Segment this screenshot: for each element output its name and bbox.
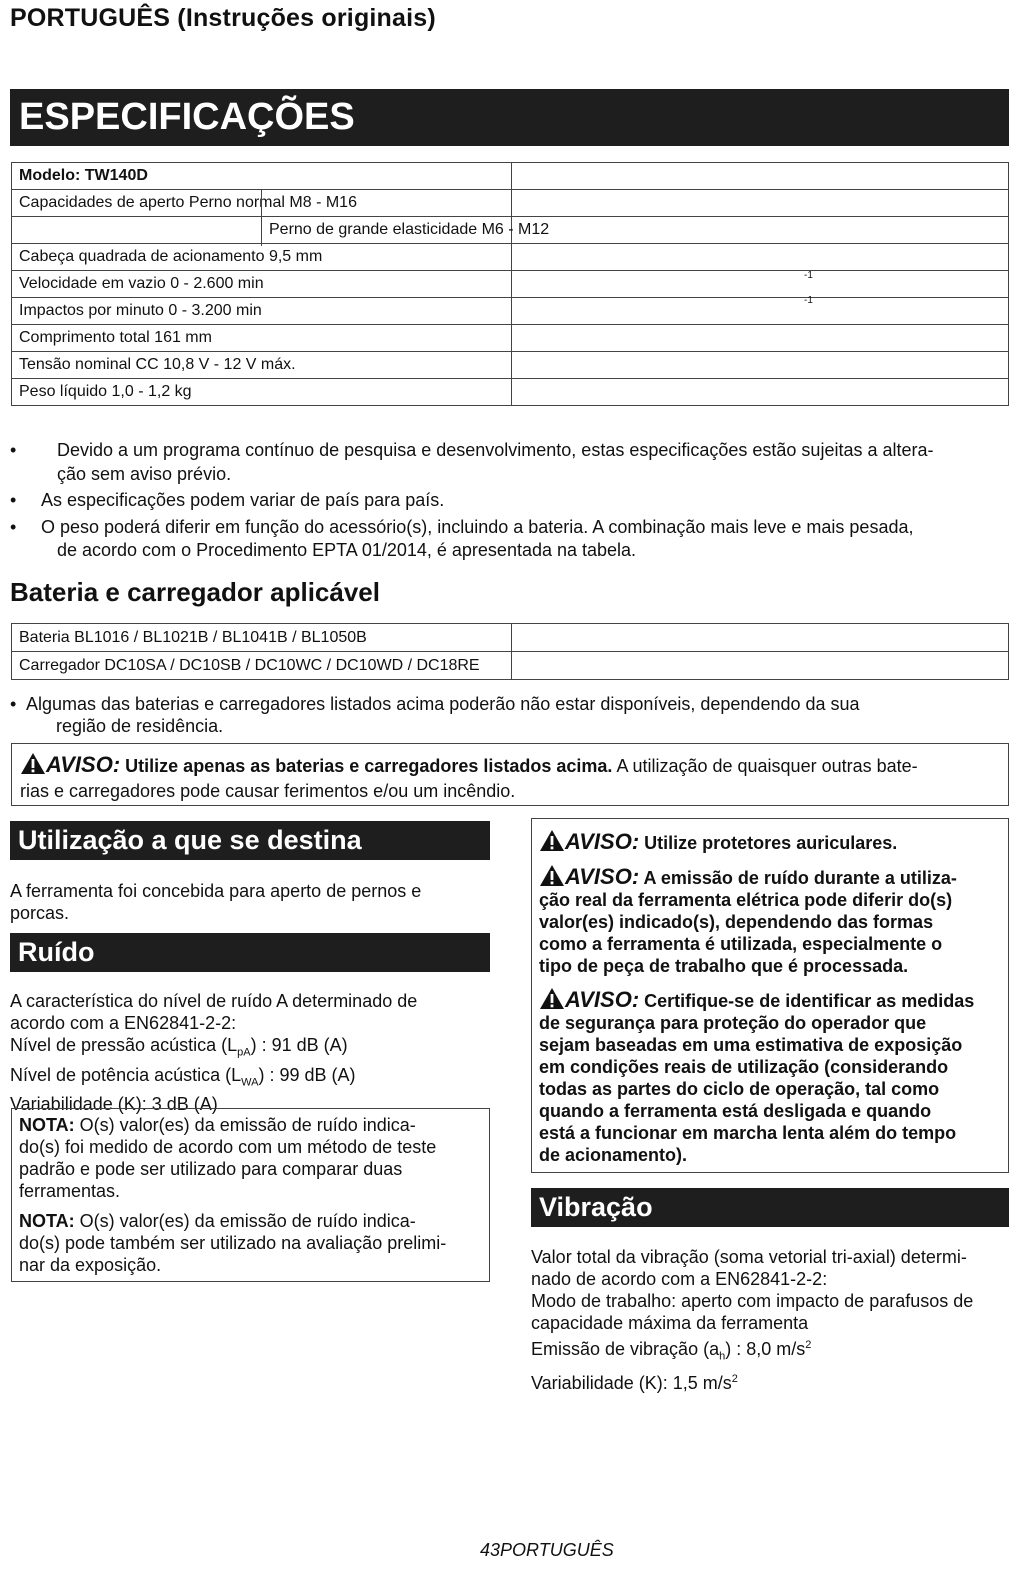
vibration-text: Valor total da vibração (soma vetorial tri-axial) determi- nado de acordo com a EN62841-2-2: Modo de trabalho: aperto com impacto de parafusos de capacidade máxima da ferramenta Emissão de vibração $(a_h)$ : 8,0 $m/s^2$ Variabilidade (K): 1,5 $m/s^2$ <box>531 1247 974 1393</box>
unit-superscript: -1 <box>804 295 813 306</box>
warning-label: AVISO: <box>46 752 121 777</box>
table-row <box>12 325 1009 352</box>
page-language-header: PORTUGUÊS (Instruções originais) <box>10 4 436 32</box>
intended-use-text: A ferramenta foi concebida para aperto de pernos e porcas. <box>10 881 422 923</box>
specifications-table <box>11 162 1009 406</box>
note-label: NOTA: <box>19 1115 75 1135</box>
bullet: • <box>10 440 17 460</box>
page-footer: 43PORTUGUÊS <box>480 1540 614 1560</box>
battery-table <box>11 623 1009 680</box>
spec-model: Modelo: TW140D <box>12 163 512 190</box>
battery-models: Bateria BL1016 / BL1021B / BL1041B / BL1050B <box>12 624 512 652</box>
bullet: • <box>10 517 17 537</box>
battery-warning-box: AVISO: Utilize apenas as baterias e carregadores listados acima. A utilização de quaisquer outras bate- rias e carregadores pode causar ferimentos e/ou um incêndio. <box>11 743 1009 806</box>
battery-section-title: Bateria e carregador aplicável <box>10 577 380 607</box>
sound-pressure-level: Nível de pressão acústica $(L_{pA})$ : 91 dB (A) <box>10 1035 348 1059</box>
warning-label: AVISO: <box>565 864 640 889</box>
table-row <box>12 298 1009 325</box>
vibration-emission: Emissão de vibração $(a_h)$ : 8,0 $m/s^2$ <box>531 1339 812 1363</box>
table-row <box>12 271 1009 298</box>
bullet: • <box>10 490 17 510</box>
spec-net-weight: Peso líquido 1,0 - 1,2 kg <box>12 379 512 406</box>
note-label: NOTA: <box>19 1211 75 1231</box>
noise-banner: Ruído <box>10 933 490 972</box>
spec-square-drive: Cabeça quadrada de acionamento 9,5 mm <box>12 244 512 271</box>
spec-high-tensile-bolt: Perno de grande elasticidade M6 - M12 <box>269 221 550 238</box>
warning-triangle-icon <box>539 829 565 852</box>
specifications-banner: ESPECIFICAÇÕES <box>10 89 1009 146</box>
intended-use-banner: Utilização a que se destina <box>10 821 490 860</box>
table-row <box>12 190 1009 217</box>
table-row <box>12 163 1009 190</box>
spec-no-load-speed: Velocidade em vazio 0 - 2.600 min <box>12 271 512 298</box>
bullet: • <box>10 694 17 714</box>
unit-superscript: -1 <box>804 270 813 281</box>
spec-overall-length: Comprimento total 161 mm <box>12 325 512 352</box>
noise-variability: Variabilidade (K): 3 dB (A) <box>10 1094 218 1115</box>
vibration-banner: Vibração <box>531 1188 1009 1227</box>
warning-triangle-icon <box>539 987 565 1010</box>
warning-triangle-icon <box>539 864 565 887</box>
sound-power-level: Nível de potência acústica $(L_{WA})$ : 99 dB (A) <box>10 1064 356 1089</box>
spec-impacts-per-minute: Impactos por minuto 0 - 3.200 min <box>12 298 512 325</box>
vibration-variability: Variabilidade (K): 1,5 $m/s^2$ <box>531 1372 738 1393</box>
noise-warnings-box: AVISO: Utilize protetores auriculares. AVISO: A emissão de ruído durante a utiliza- ção real da ferramenta elétrica pode diferir do(s) valor(es) indicado(s), dependendo das formas como a ferramenta é utilizada, especialmente o tipo de peça de trabalho que é processada. AVISO: Certifique-se de identificar as medidas de segurança para proteção do operador que sejam baseadas em uma estimativa de exposição em condições reais de utilização (considerando todas as partes do ciclo de operação, tal como quando a ferramenta está desligada e quando está a funcionar em marcha lenta além do tempo de acionamento). <box>531 818 1009 1173</box>
table-row <box>12 624 1009 652</box>
charger-models: Carregador DC10SA / DC10SB / DC10WC / DC10WD / DC18RE <box>12 652 512 680</box>
warning-label: AVISO: <box>565 987 640 1012</box>
table-row <box>12 352 1009 379</box>
noise-note-box: NOTA: O(s) valor(es) da emissão de ruído indica- do(s) foi medido de acordo com um método de teste padrão e pode ser utilizado para comparar duas ferramentas. NOTA: O(s) valor(es) da emissão de ruído indica- do(s) pode também ser utilizado na avaliação prelimi- nar da exposição. <box>11 1108 490 1282</box>
spec-tightening-capacity: Capacidades de aperto Perno normal M8 - M16 <box>19 194 357 211</box>
table-row <box>12 379 1009 406</box>
table-row <box>12 244 1009 271</box>
spec-rated-voltage: Tensão nominal CC 10,8 V - 12 V máx. <box>12 352 512 379</box>
table-row <box>12 652 1009 680</box>
warning-label: AVISO: <box>565 829 640 854</box>
warning-triangle-icon <box>20 752 46 775</box>
table-row <box>12 217 1009 244</box>
noise-text: A característica do nível de ruído A determinado de acordo com a EN62841-2-2: Nível de pressão acústica $(L_{pA})$ : 91 dB (A) Nível de potência acústica $(L_{WA})$ : 99 dB (A) Variabilidade (K): 3 dB (A) <box>10 991 418 1115</box>
